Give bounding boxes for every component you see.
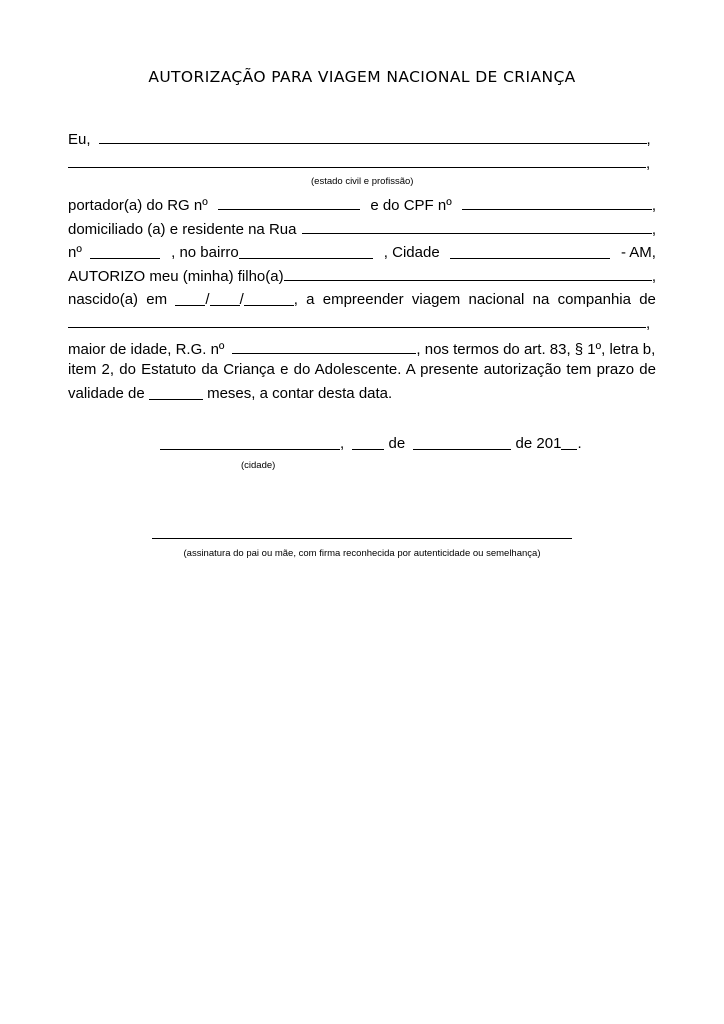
comma: ,: [651, 197, 656, 214]
blank-dia[interactable]: [352, 434, 384, 450]
word: empreender: [322, 291, 404, 309]
form-body: [68, 128, 656, 175]
word: na: [532, 291, 550, 309]
blank-filho[interactable]: [284, 265, 652, 281]
line-companhia: [68, 312, 656, 336]
date-line: [160, 434, 582, 452]
comma: ,: [651, 267, 656, 285]
blank-companhia[interactable]: [68, 312, 646, 328]
signature-line[interactable]: [152, 538, 572, 539]
blank-cidade[interactable]: [450, 243, 610, 259]
blank-numero[interactable]: [90, 243, 160, 259]
label-eu: Eu,: [68, 131, 91, 148]
blank-bairro[interactable]: [239, 243, 373, 259]
word: companhia: [557, 291, 631, 309]
comma: ,: [646, 314, 651, 332]
text-estatuto: item 2, do Estatuto da Criança e do Adolescente. A presente autorização tem prazo de validade de: [68, 361, 656, 402]
label-rua: domiciliado (a) e residente na Rua: [68, 220, 297, 238]
label-ano: de 201: [515, 435, 562, 452]
blank-rua[interactable]: [302, 218, 651, 234]
line-autorizo: [68, 265, 656, 289]
comma: ,: [646, 131, 651, 148]
line-rg-cpf: [68, 194, 656, 218]
blank-ano[interactable]: [561, 434, 577, 450]
text-meses: meses, a contar desta data.: [207, 385, 393, 402]
word: viagem: [411, 291, 461, 309]
comma: ,: [340, 435, 345, 452]
blank-rg-acompanhante[interactable]: [232, 338, 416, 354]
document-title: AUTORIZAÇÃO PARA VIAGEM NACIONAL DE CRIANÇA: [148, 68, 576, 86]
word: nacional: [468, 291, 525, 309]
caption-estado-civil: (estado civil e profissão): [311, 176, 414, 187]
caption-assinatura: (assinatura do pai ou mãe, com firma reconhecida por autenticidade ou semelhança): [183, 548, 541, 559]
blank-meses[interactable]: [149, 384, 203, 400]
caption-cidade: (cidade): [241, 460, 276, 471]
blank-cpf[interactable]: [462, 194, 652, 210]
period: .: [577, 435, 582, 452]
paragraph-estatuto: [68, 358, 656, 406]
line-rua: [68, 218, 656, 242]
form-body-2: [68, 194, 656, 361]
comma: ,: [646, 154, 651, 172]
word: a: [306, 291, 315, 309]
blank-name[interactable]: [99, 128, 647, 144]
label-cidade: , Cidade: [384, 241, 610, 265]
label-rg: portador(a) do RG nº: [68, 197, 208, 214]
blank-estado-civil[interactable]: [68, 152, 646, 168]
blank-mes[interactable]: [413, 434, 511, 450]
label-am: - AM,: [620, 244, 656, 262]
label-termos: , nos termos do art. 83, § 1º, letra b,: [416, 340, 656, 358]
word: de: [639, 291, 656, 309]
label-cpf: e do CPF nº: [370, 197, 452, 214]
line-estado-civil: [68, 152, 656, 176]
blank-rg[interactable]: [218, 194, 361, 210]
line-numero-bairro-cidade: [68, 241, 656, 265]
label-em: em: [146, 291, 168, 309]
label-maior-idade: maior de idade, R.G. nº: [68, 340, 225, 358]
label-bairro: , no bairro: [171, 241, 373, 265]
blank-data-nascimento[interactable]: / / ,: [175, 288, 298, 312]
line-nascido: [68, 288, 656, 312]
label-de: de: [388, 435, 406, 452]
label-nascido: nascido(a): [68, 291, 139, 309]
blank-cidade-data[interactable]: [160, 434, 340, 450]
comma: ,: [651, 220, 656, 238]
line-eu: [68, 128, 656, 152]
label-autorizo: AUTORIZO meu (minha) filho(a): [68, 267, 284, 285]
label-numero: nº: [68, 241, 160, 265]
